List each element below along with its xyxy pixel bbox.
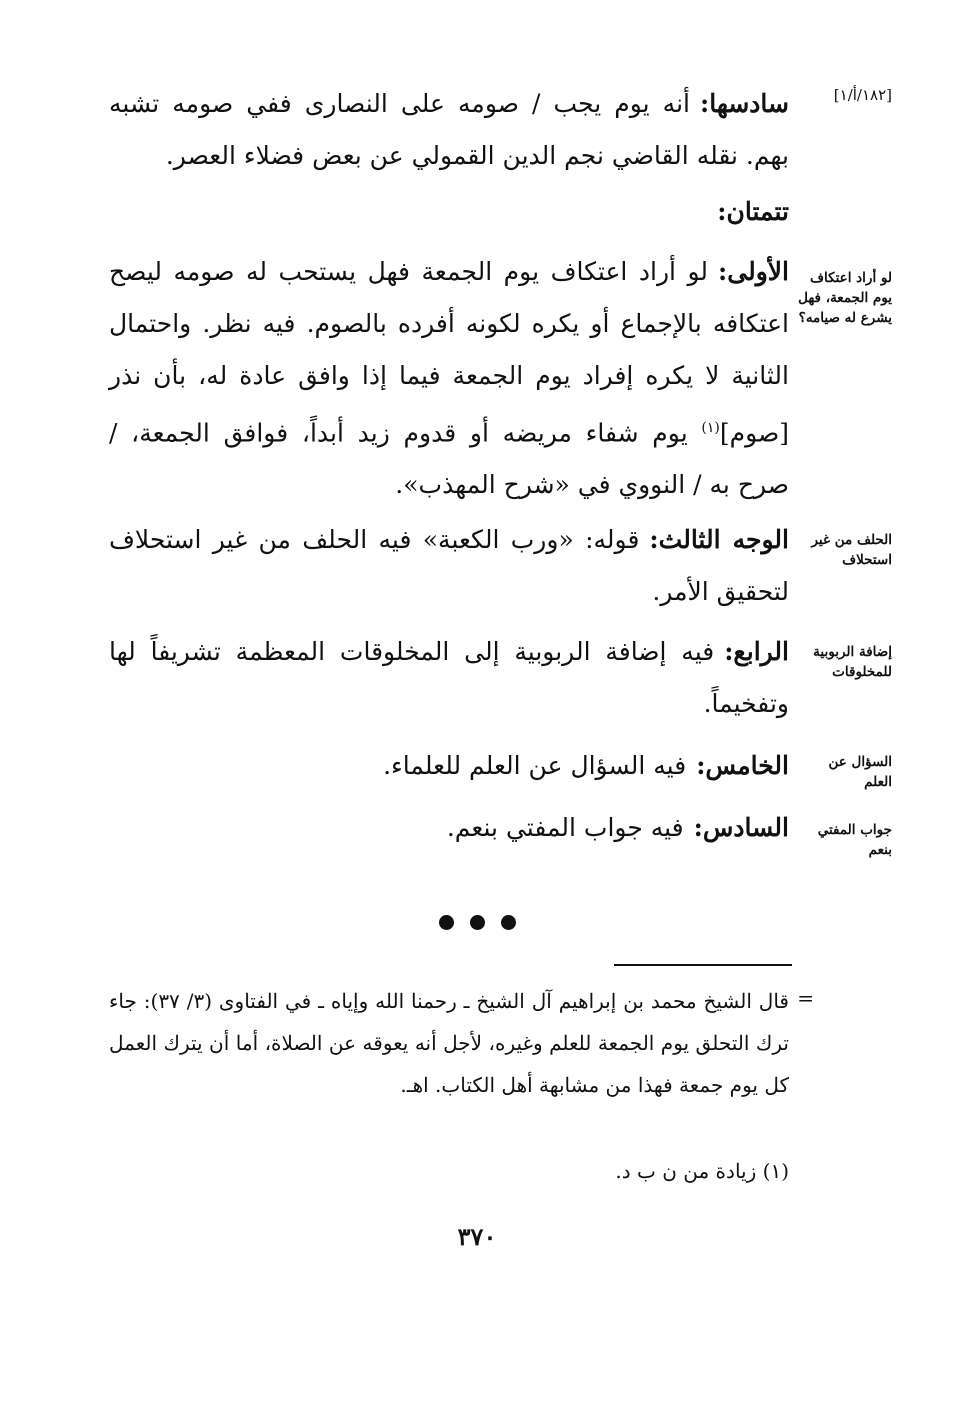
margin-note-friday-itikaf: لو أراد اعتكاف يوم الجمعة، فهل يشرع له صيامه؟ — [798, 270, 892, 326]
footnote-continuation: قال الشيخ محمد بن إبراهيم آل الشيخ ـ رحمنا الله وإياه ـ في الفتاوى (٣/ ٣٧): جاء ترك التحلق يوم الجمعة للعلم وغيره، لأجل أنه يعوقه عن الصلاة، أما أن يترك العمل كل يوم جمعة فهذا من مشابهة أهل الكتاب. اهـ. — [109, 989, 789, 1097]
margin-note-asking-scholars: السؤال عن العلم — [828, 754, 892, 790]
paragraph-lead: الوجه الثالث: — [649, 525, 789, 554]
paragraph-lead: الرابع: — [724, 637, 789, 666]
paragraph-body: لو أراد اعتكاف يوم الجمعة فهل يستحب له صومه ليصح اعتكافه بالإجماع أو يكره لكونه أفرده بالصوم. فيه نظر. واحتمال الثانية لا يكره إفراد يوم الجمعة فيما إذا وافق عادة له، بأن نذر [صوم] — [109, 257, 789, 448]
paragraph-body: فيه إضافة الربوبية إلى المخلوقات المعظمة تشريفاً لها وتفخيماً. — [109, 637, 789, 718]
footnote-text: زيادة من ن ب د. — [615, 1159, 757, 1183]
paragraph-body-cont: يوم شفاء مريضه أو قدوم زيد أبداً، فوافق الجمعة، / صرح به / النووي في «شرح المهذب». — [109, 418, 789, 500]
paragraph-fifth — [109, 740, 789, 792]
footnote-number: (١) — [762, 1159, 789, 1183]
dot — [470, 915, 485, 930]
page-number: ٣٧٠ — [457, 1222, 497, 1251]
paragraph-lead: الأولى: — [718, 257, 789, 286]
footnote-divider — [614, 964, 792, 966]
paragraph-lead: سادسها: — [699, 89, 789, 118]
dot — [501, 915, 516, 930]
footnote-1 — [109, 1150, 789, 1192]
footnote-reference: (١) — [701, 420, 720, 436]
paragraph-body: قوله: «ورب الكعبة» فيه الحلف من غير استحلاف لتحقيق الأمر. — [109, 525, 789, 606]
margin-note-oath: الحلف من غير استحلاف — [811, 532, 892, 568]
dot — [439, 915, 454, 930]
margin-note-lordship: إضافة الربوبية للمخلوقات — [813, 644, 892, 680]
paragraph-body: فيه جواب المفتي بنعم. — [446, 813, 684, 842]
paragraph-body: فيه السؤال عن العلم للعلماء. — [383, 751, 687, 780]
paragraph-third-aspect — [109, 514, 789, 618]
addenda-heading — [109, 186, 789, 238]
paragraph-sixth — [109, 802, 789, 854]
paragraph-sixth-reason — [109, 78, 789, 182]
section-separator-dots — [0, 915, 954, 934]
paragraph-first-addendum — [109, 246, 789, 511]
footnote-continuation-mark: = — [797, 986, 814, 1010]
paragraph-fourth — [109, 626, 789, 730]
manuscript-folio-reference: [١٨٢/أ/١] — [833, 86, 892, 104]
paragraph-body: أنه يوم يجب / صومه على النصارى ففي صومه تشبه بهم. نقله القاضي نجم الدين القمولي عن بعض فضلاء العصر. — [109, 89, 789, 170]
heading-text: تتمتان: — [717, 197, 789, 226]
paragraph-lead: الخامس: — [696, 751, 789, 780]
paragraph-lead: السادس: — [693, 813, 789, 842]
margin-note-mufti-answer: جواب المفتي بنعم — [817, 822, 892, 858]
